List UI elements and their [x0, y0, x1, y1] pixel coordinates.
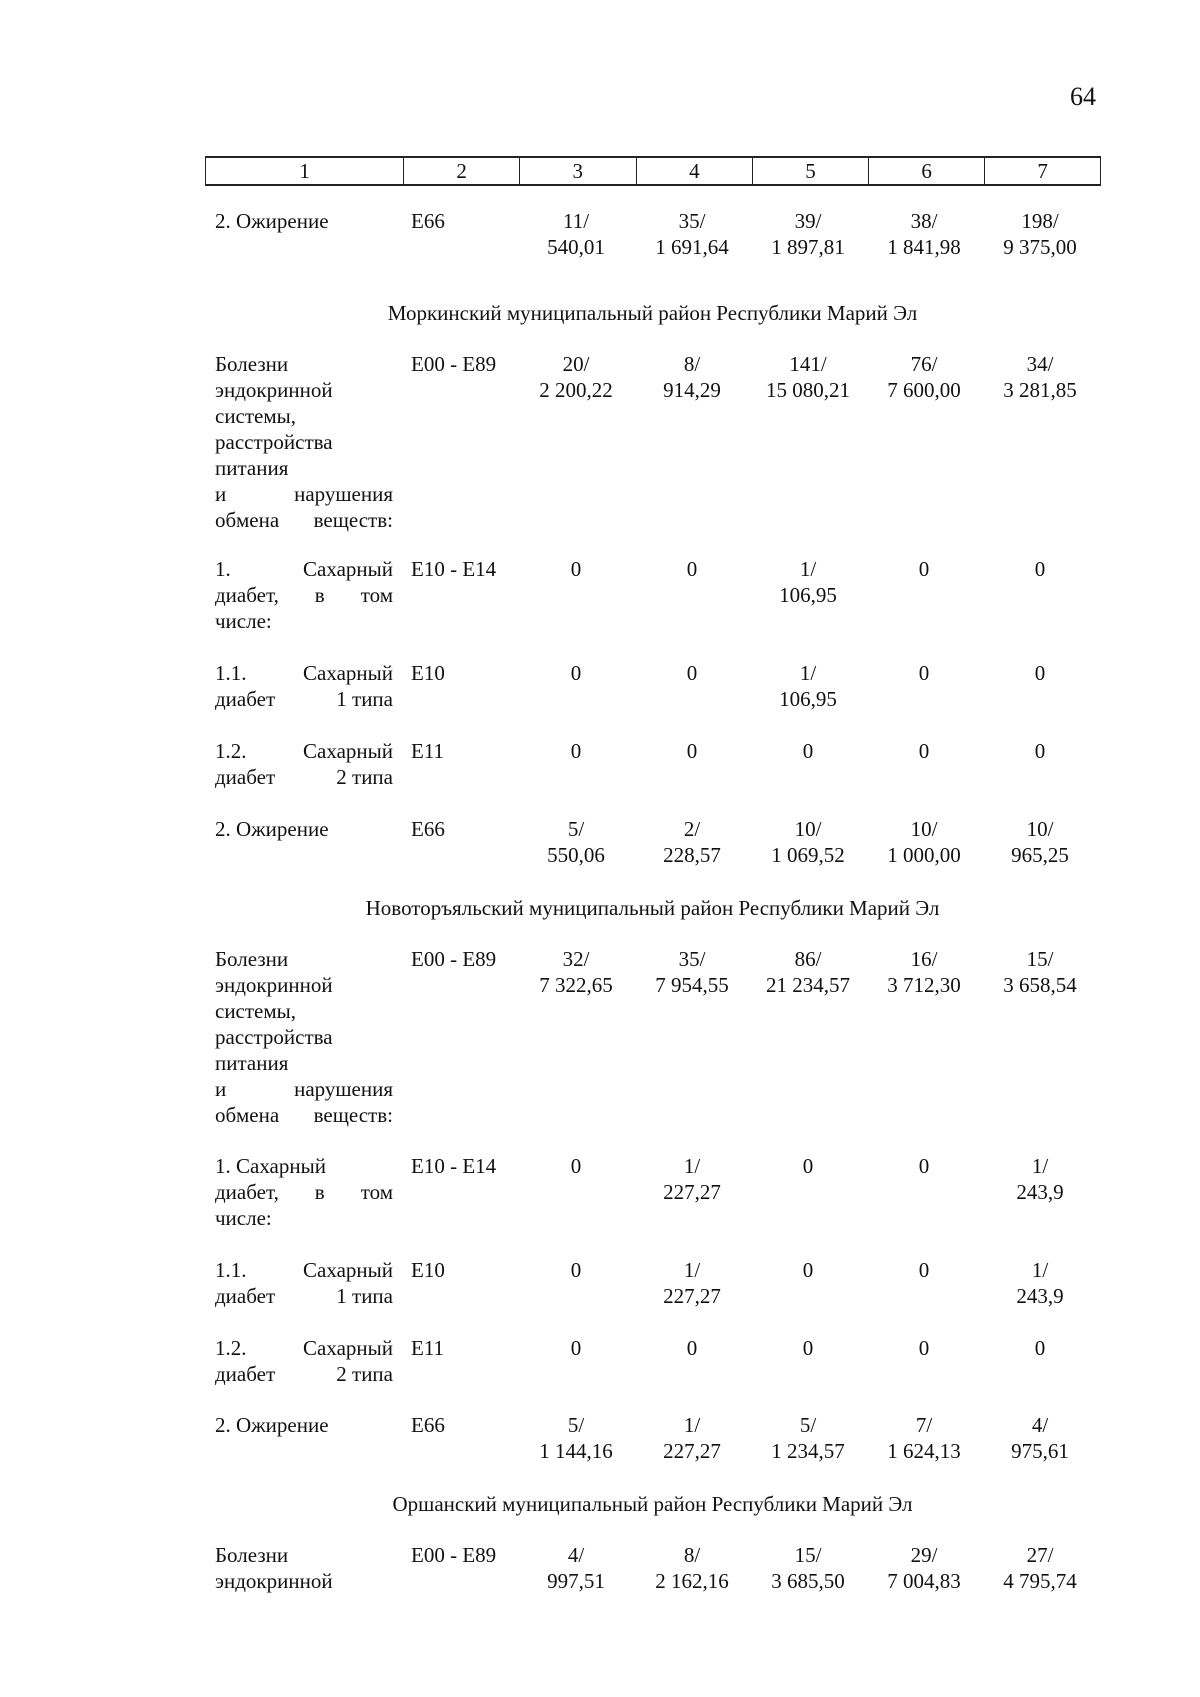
row-code: E10 [411, 661, 445, 685]
table-row [205, 1335, 1100, 1387]
value-cell: 0 [918, 1258, 930, 1282]
value-cell: 0 [570, 739, 582, 763]
row-name: 1. Сахарный диабет, в том числе: [215, 1154, 393, 1230]
value-cell: 0 [570, 1336, 582, 1360]
row-code: E00 - E89 [411, 1543, 497, 1567]
header-col-6: 6 [869, 158, 986, 184]
table-header [205, 156, 1101, 186]
value-cell: 76/ 7 600,00 [887, 352, 961, 402]
value-cell: 0 [1034, 661, 1046, 685]
row-name: 1. Сахарный диабет, в том числе: [215, 557, 393, 633]
value-cell: 0 [686, 739, 698, 763]
value-cell: 20/ 2 200,22 [539, 352, 613, 402]
row-name: 2. Ожирение [215, 817, 329, 841]
value-cell: 15/ 3 685,50 [771, 1543, 845, 1593]
value-cell: 39/ 1 897,81 [771, 209, 845, 259]
section-title: Новоторъяльский муниципальный район Республики Марий Эл [365, 896, 940, 920]
value-cell: 16/ 3 712,30 [887, 947, 961, 997]
row-name: Болезни эндокринной системы, расстройства питания и нарушения обмена веществ: [215, 947, 393, 1127]
value-cell: 5/ 550,06 [547, 817, 605, 867]
row-name: 1.1. Сахарный диабет 1 типа [215, 1258, 393, 1308]
value-cell: 0 [918, 1154, 930, 1178]
value-cell: 10/ 1 069,52 [771, 817, 845, 867]
value-cell: 1/ 227,27 [663, 1154, 721, 1204]
value-cell: 35/ 7 954,55 [655, 947, 729, 997]
table-row [205, 660, 1100, 712]
value-cell: 5/ 1 234,57 [771, 1413, 845, 1463]
value-cell: 15/ 3 658,54 [1003, 947, 1077, 997]
row-code: E00 - E89 [411, 352, 497, 376]
value-cell: 5/ 1 144,16 [539, 1413, 613, 1463]
page-number: 64 [1070, 82, 1096, 111]
table-row [205, 738, 1100, 790]
value-cell: 0 [918, 661, 930, 685]
value-cell: 0 [1034, 1336, 1046, 1360]
row-code: E10 - E14 [411, 1154, 497, 1178]
value-cell: 0 [918, 739, 930, 763]
value-cell: 1/ 227,27 [663, 1413, 721, 1463]
row-code: E66 [411, 1413, 445, 1437]
value-cell: 7/ 1 624,13 [887, 1413, 961, 1463]
value-cell: 1/ 227,27 [663, 1258, 721, 1308]
row-code: E66 [411, 817, 445, 841]
value-cell: 0 [570, 1154, 582, 1178]
header-col-7: 7 [985, 158, 1101, 184]
table-row [205, 816, 1100, 868]
row-name: 2. Ожирение [215, 209, 329, 233]
value-cell: 0 [802, 1154, 814, 1178]
value-cell: 0 [918, 557, 930, 581]
value-cell: 11/ 540,01 [547, 209, 605, 259]
table-row [205, 946, 1100, 1128]
table-row [205, 351, 1100, 533]
value-cell: 0 [570, 661, 582, 685]
row-code: E66 [411, 209, 445, 233]
header-col-1: 1 [206, 158, 404, 184]
value-cell: 0 [802, 1258, 814, 1282]
value-cell: 141/ 15 080,21 [766, 352, 850, 402]
row-code: E00 - E89 [411, 947, 497, 971]
header-col-5: 5 [753, 158, 869, 184]
value-cell: 198/ 9 375,00 [1003, 209, 1077, 259]
value-cell: 86/ 21 234,57 [766, 947, 850, 997]
value-cell: 0 [1034, 739, 1046, 763]
value-cell: 0 [686, 1336, 698, 1360]
table-row [205, 556, 1100, 634]
value-cell: 10/ 1 000,00 [887, 817, 961, 867]
table-row [205, 1542, 1100, 1594]
value-cell: 0 [918, 1336, 930, 1360]
table-row [205, 1257, 1100, 1309]
value-cell: 2/ 228,57 [663, 817, 721, 867]
row-code: E11 [411, 1336, 445, 1360]
value-cell: 0 [686, 557, 698, 581]
value-cell: 1/ 243,9 [1016, 1258, 1064, 1308]
row-name: 1.2. Сахарный диабет 2 типа [215, 739, 393, 789]
value-cell: 1/ 106,95 [779, 557, 837, 607]
value-cell: 29/ 7 004,83 [887, 1543, 961, 1593]
row-code: E11 [411, 739, 445, 763]
value-cell: 4/ 997,51 [547, 1543, 605, 1593]
value-cell: 0 [802, 739, 814, 763]
header-col-2: 2 [404, 158, 520, 184]
value-cell: 0 [570, 1258, 582, 1282]
row-name: Болезни эндокринной [215, 1543, 333, 1593]
row-code: E10 - E14 [411, 557, 497, 581]
header-col-4: 4 [637, 158, 754, 184]
value-cell: 38/ 1 841,98 [887, 209, 961, 259]
table-row [205, 208, 1100, 260]
value-cell: 8/ 2 162,16 [655, 1543, 729, 1593]
row-name: 1.2. Сахарный диабет 2 типа [215, 1336, 393, 1386]
row-name: 2. Ожирение [215, 1413, 329, 1437]
header-col-3: 3 [520, 158, 637, 184]
value-cell: 35/ 1 691,64 [655, 209, 729, 259]
table-row [205, 1153, 1100, 1231]
value-cell: 0 [686, 661, 698, 685]
value-cell: 0 [570, 557, 582, 581]
value-cell: 0 [802, 1336, 814, 1360]
value-cell: 10/ 965,25 [1011, 817, 1069, 867]
value-cell: 0 [1034, 557, 1046, 581]
value-cell: 32/ 7 322,65 [539, 947, 613, 997]
value-cell: 34/ 3 281,85 [1003, 352, 1077, 402]
table-row [205, 1412, 1100, 1464]
value-cell: 4/ 975,61 [1011, 1413, 1069, 1463]
value-cell: 27/ 4 795,74 [1003, 1543, 1077, 1593]
value-cell: 8/ 914,29 [663, 352, 721, 402]
row-name: 1.1. Сахарный диабет 1 типа [215, 661, 393, 711]
value-cell: 1/ 243,9 [1016, 1154, 1064, 1204]
section-title: Оршанский муниципальный район Республики Марий Эл [392, 1492, 913, 1516]
row-name: Болезни эндокринной системы, расстройства питания и нарушения обмена веществ: [215, 352, 393, 532]
row-code: E10 [411, 1258, 445, 1282]
value-cell: 1/ 106,95 [779, 661, 837, 711]
section-title: Моркинский муниципальный район Республики Марий Эл [387, 301, 918, 325]
